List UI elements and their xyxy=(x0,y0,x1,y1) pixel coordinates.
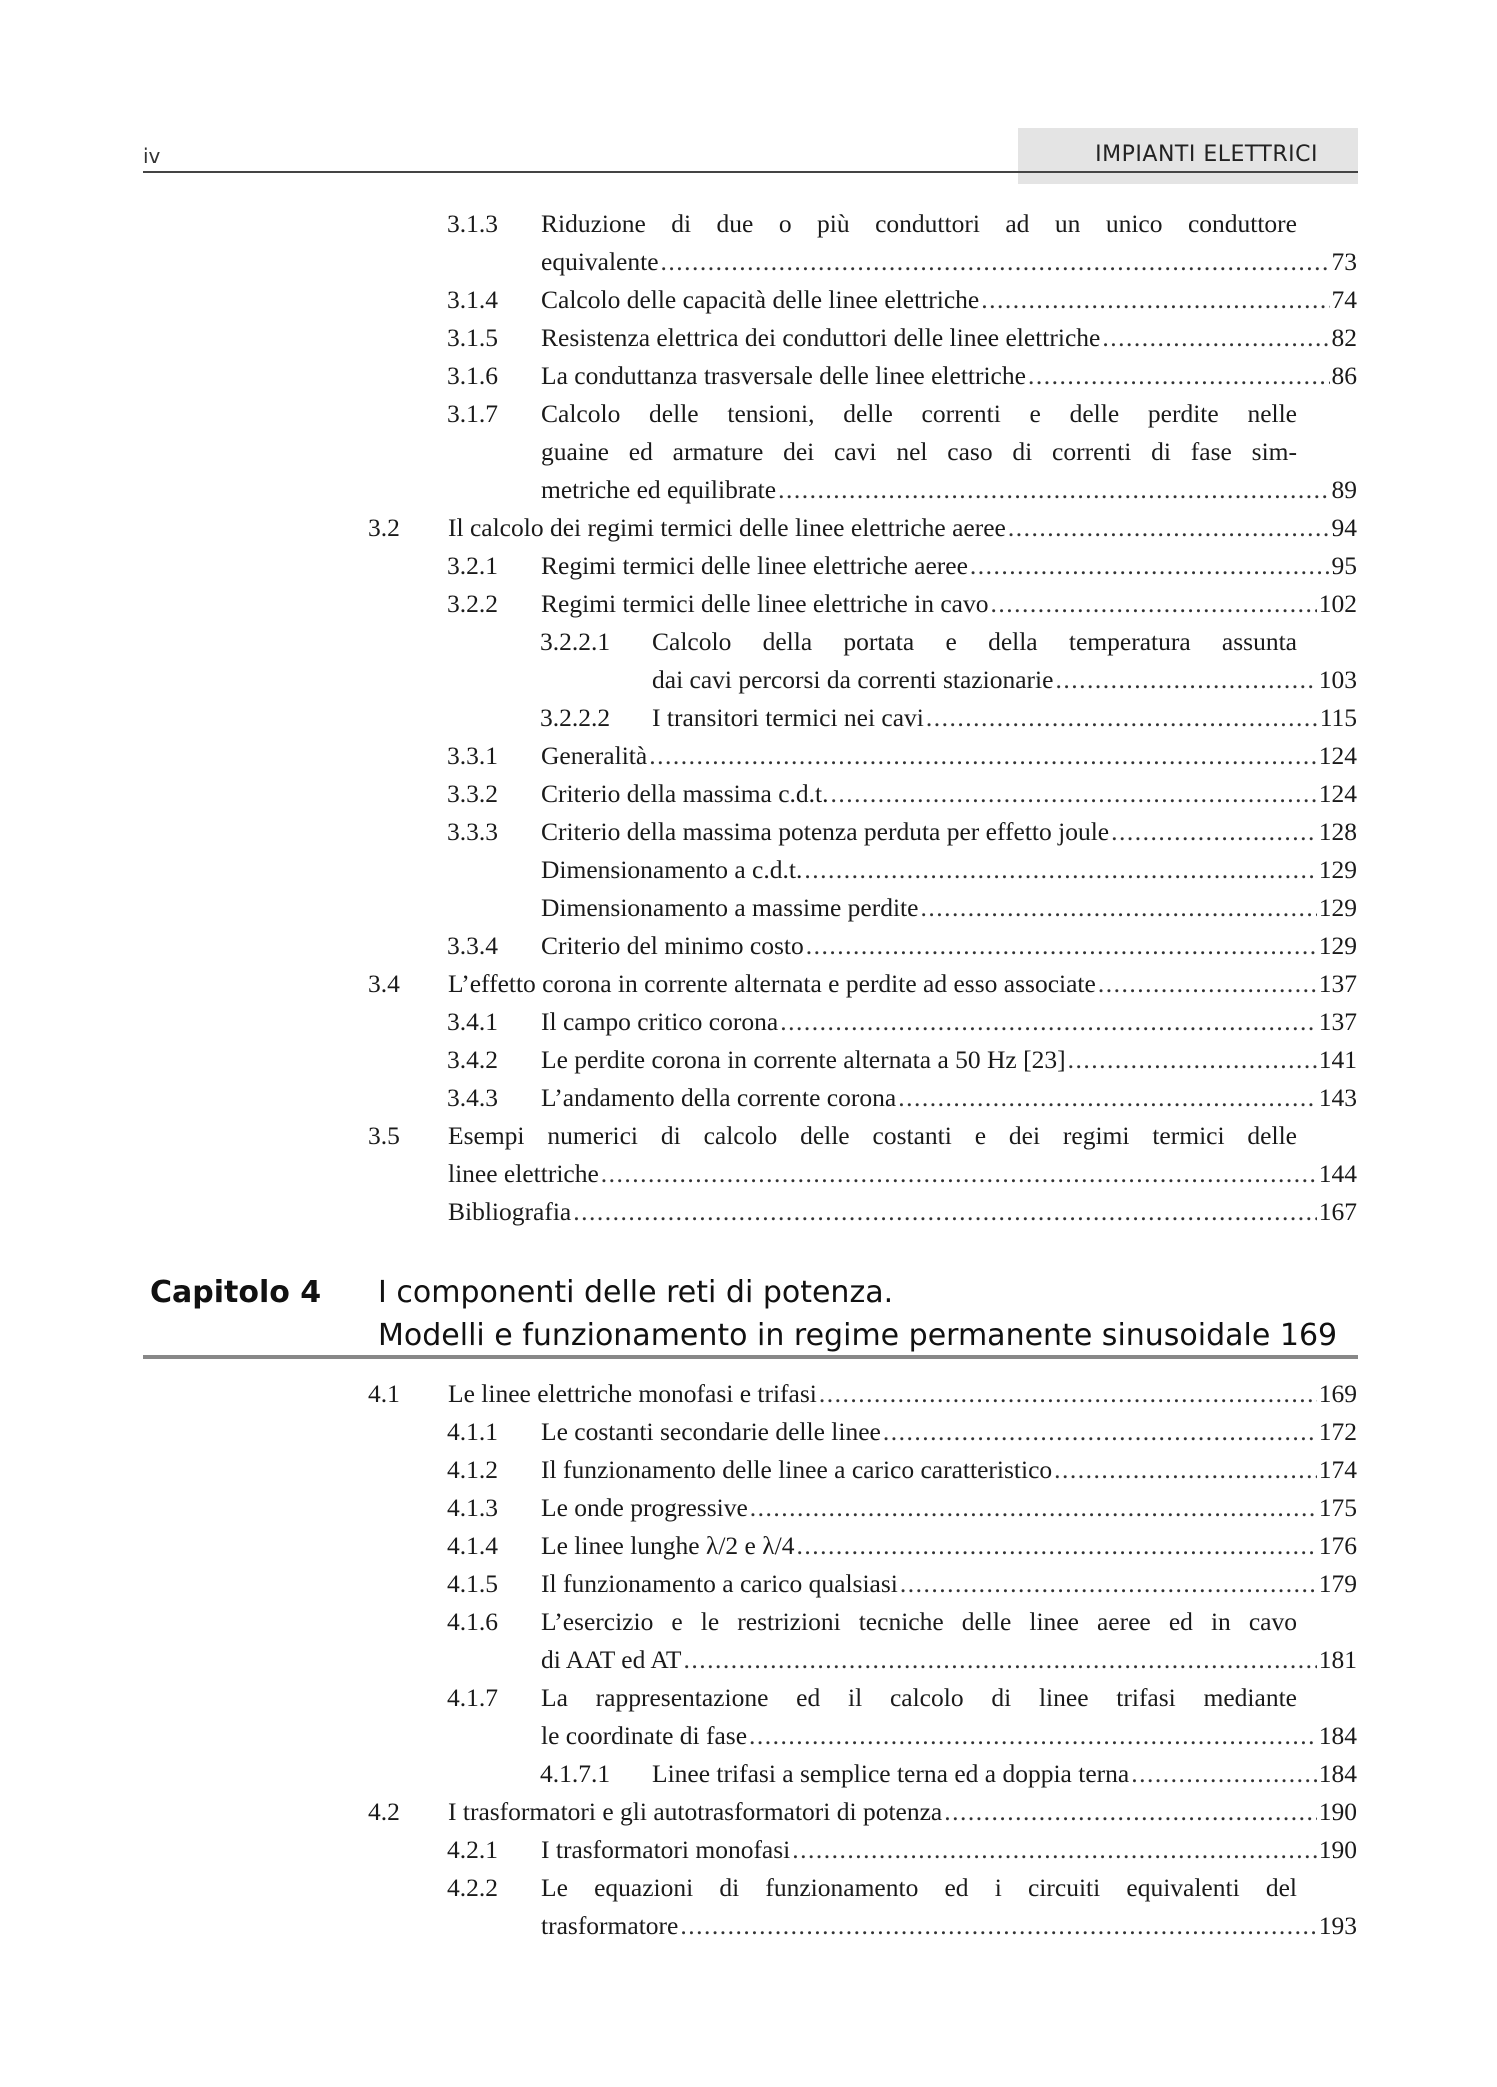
toc-entry-title: Le costanti secondarie delle linee xyxy=(541,1417,881,1446)
toc-entry-title: La conduttanza trasversale delle linee elettriche xyxy=(541,361,1026,390)
dot-leader xyxy=(1054,1451,1317,1489)
toc-page-number: 141 xyxy=(1318,1045,1357,1074)
dot-leader xyxy=(601,1155,1317,1193)
toc-entry-title: Calcolo della portata e della temperatura assunta xyxy=(652,627,1297,656)
toc-page-number: 124 xyxy=(1318,741,1357,770)
dot-leader xyxy=(796,1527,1316,1565)
toc-entry-title: Regimi termici delle linee elettriche in cavo xyxy=(541,589,989,618)
dot-leader xyxy=(1111,813,1317,851)
toc-entry-number: 4.1.2 xyxy=(447,1455,498,1484)
toc-entry-number: 3.2 xyxy=(368,513,400,542)
toc-page-number: 190 xyxy=(1318,1835,1357,1864)
dot-leader xyxy=(684,1641,1317,1679)
toc-entry[interactable] xyxy=(0,889,1497,927)
toc-entry[interactable] xyxy=(0,509,1497,547)
toc-entry-title: Dimensionamento a massime perdite xyxy=(541,893,919,922)
dot-leader xyxy=(1068,1041,1317,1079)
toc-entry-number: 3.5 xyxy=(368,1121,400,1150)
toc-page-number: 124 xyxy=(1318,779,1357,808)
toc-entry[interactable] xyxy=(0,1003,1497,1041)
toc-page-number: 95 xyxy=(1331,551,1357,580)
toc-page-number: 89 xyxy=(1331,475,1357,504)
header-rule xyxy=(143,171,1358,173)
toc-entry[interactable] xyxy=(0,699,1497,737)
toc-entry-number: 4.1.5 xyxy=(447,1569,498,1598)
toc-entry[interactable] xyxy=(0,1079,1497,1117)
toc-entry[interactable] xyxy=(0,813,1497,851)
toc-page-number: 74 xyxy=(1331,285,1357,314)
toc-entry-number: 3.4.3 xyxy=(447,1083,498,1112)
dot-leader xyxy=(1131,1755,1317,1793)
toc-entry-title: Calcolo delle tensioni, delle correnti e delle perdite nelle xyxy=(541,399,1297,428)
toc-entry[interactable] xyxy=(0,1041,1497,1079)
toc-page-number: 172 xyxy=(1318,1417,1357,1446)
toc-entry-number: 3.3.4 xyxy=(447,931,498,960)
toc-entry-title: linee elettriche xyxy=(448,1159,599,1188)
toc-entry[interactable] xyxy=(0,319,1497,357)
toc-page-number: 82 xyxy=(1331,323,1357,352)
toc-entry[interactable] xyxy=(0,1793,1497,1831)
toc-entry-number: 4.1.1 xyxy=(447,1417,498,1446)
dot-leader xyxy=(926,699,1318,737)
toc-entry-number: 4.2.2 xyxy=(447,1873,498,1902)
toc-entry-title: di AAT ed AT xyxy=(541,1645,682,1674)
dot-leader xyxy=(831,775,1317,813)
toc-page-number: 103 xyxy=(1318,665,1357,694)
toc-entry-title: Riduzione di due o più conduttori ad un unico conduttore xyxy=(541,209,1297,238)
toc-entry[interactable] xyxy=(0,1117,1497,1193)
toc-entry[interactable] xyxy=(0,851,1497,889)
toc-entry-number: 4.1.3 xyxy=(447,1493,498,1522)
running-header xyxy=(143,128,1358,184)
toc-entry[interactable] xyxy=(0,1869,1497,1945)
toc-page-number: 181 xyxy=(1318,1645,1357,1674)
toc-entry-number: 3.3.3 xyxy=(447,817,498,846)
toc-entry-number: 3.2.2.1 xyxy=(540,627,611,656)
toc-entry-number: 3.1.7 xyxy=(447,399,498,428)
toc-entry-title: dai cavi percorsi da correnti stazionarie xyxy=(652,665,1054,694)
dot-leader xyxy=(1102,319,1329,357)
toc-page-number: 94 xyxy=(1331,513,1357,542)
dot-leader xyxy=(806,927,1317,965)
toc-entry[interactable] xyxy=(0,623,1497,699)
toc-entry-title: Criterio della massima potenza perduta per effetto joule xyxy=(541,817,1110,846)
toc-entry-title: Dimensionamento a c.d.t. xyxy=(541,855,803,884)
toc-entry-title: L’esercizio e le restrizioni tecniche delle linee aeree ed in cavo xyxy=(541,1607,1297,1636)
dot-leader xyxy=(898,1079,1317,1117)
toc-entry[interactable] xyxy=(0,1755,1497,1793)
dot-leader xyxy=(883,1413,1317,1451)
toc-entry-number: 4.1.7 xyxy=(447,1683,498,1712)
toc-entry-number: 4.1.7.1 xyxy=(540,1759,611,1788)
toc-entry-title: Criterio del minimo costo xyxy=(541,931,804,960)
toc-entry-title: La rappresentazione ed il calcolo di linee trifasi mediante xyxy=(541,1683,1297,1712)
toc-page-number: 129 xyxy=(1318,855,1357,884)
toc-page-number: 128 xyxy=(1318,817,1357,846)
toc-entry-title: Le linee lunghe λ/2 e λ/4 xyxy=(541,1531,795,1560)
toc-page-number: 167 xyxy=(1318,1197,1357,1226)
toc-entry[interactable] xyxy=(0,205,1497,281)
toc-entry-title: Linee trifasi a semplice terna ed a doppia terna xyxy=(652,1759,1130,1788)
toc-entry-title: L’effetto corona in corrente alternata e perdite ad esso associate xyxy=(448,969,1096,998)
toc-entry-title: Il calcolo dei regimi termici delle linee elettriche aeree xyxy=(448,513,1006,542)
toc-entry[interactable] xyxy=(0,1489,1497,1527)
toc-entry-number: 3.4.2 xyxy=(447,1045,498,1074)
dot-leader xyxy=(661,243,1330,281)
toc-page-number: 174 xyxy=(1318,1455,1357,1484)
toc-entry-number: 3.1.4 xyxy=(447,285,498,314)
toc-entry-number: 3.2.1 xyxy=(447,551,498,580)
toc-entry-title: Le linee elettriche monofasi e trifasi xyxy=(448,1379,817,1408)
toc-entry-title: I trasformatori e gli autotrasformatori di potenza xyxy=(448,1797,943,1826)
toc-entry[interactable] xyxy=(0,357,1497,395)
toc-entry-title: Le perdite corona in corrente alternata a 50 Hz [23] xyxy=(541,1045,1066,1074)
toc-entry[interactable] xyxy=(0,1413,1497,1451)
toc-entry[interactable] xyxy=(0,585,1497,623)
toc-page-number: 86 xyxy=(1331,361,1357,390)
toc-entry-title: Il funzionamento a carico qualsiasi xyxy=(541,1569,898,1598)
toc-entry[interactable] xyxy=(0,1831,1497,1869)
toc-page-number: 73 xyxy=(1331,247,1357,276)
dot-leader xyxy=(819,1375,1317,1413)
toc-entry-title: L’andamento della corrente corona xyxy=(541,1083,897,1112)
toc-entry[interactable] xyxy=(0,1565,1497,1603)
toc-entry-title: guaine ed armature dei cavi nel caso di correnti di fase sim- xyxy=(541,437,1297,466)
dot-leader xyxy=(981,281,1329,319)
toc-page-number: 137 xyxy=(1318,1007,1357,1036)
toc-entry-title: metriche ed equilibrate xyxy=(541,475,777,504)
toc-page-number: 184 xyxy=(1318,1721,1357,1750)
dot-leader xyxy=(792,1831,1316,1869)
toc-page-number: 190 xyxy=(1318,1797,1357,1826)
toc-page-number: 129 xyxy=(1318,931,1357,960)
toc-entry-title: le coordinate di fase xyxy=(541,1721,748,1750)
toc-entry[interactable] xyxy=(0,1527,1497,1565)
toc-entry-title: Generalità xyxy=(541,741,648,770)
toc-entry-number: 3.1.6 xyxy=(447,361,498,390)
toc-page-number: 102 xyxy=(1318,589,1357,618)
toc-entry[interactable] xyxy=(0,1451,1497,1489)
dot-leader xyxy=(944,1793,1317,1831)
toc-page-number: 144 xyxy=(1318,1159,1357,1188)
toc-entry-title: trasformatore xyxy=(541,1911,679,1940)
toc-entry-number: 3.4.1 xyxy=(447,1007,498,1036)
toc-entry[interactable] xyxy=(0,1375,1497,1413)
dot-leader xyxy=(1055,661,1316,699)
toc-entry-number: 3.2.2 xyxy=(447,589,498,618)
toc-entry-title: Le onde progressive xyxy=(541,1493,748,1522)
toc-page-number: 129 xyxy=(1318,893,1357,922)
toc-entry[interactable] xyxy=(0,965,1497,1003)
dot-leader xyxy=(920,889,1316,927)
running-title-box xyxy=(1018,128,1358,184)
dot-leader xyxy=(680,1907,1316,1945)
chapter-label: Capitolo 4 xyxy=(150,1275,322,1310)
dot-leader xyxy=(900,1565,1317,1603)
dot-leader xyxy=(749,1717,1317,1755)
toc-entry-number: 3.2.2.2 xyxy=(540,703,611,732)
toc-entry-number: 3.3.1 xyxy=(447,741,498,770)
toc-entry-number: 4.1 xyxy=(368,1379,400,1408)
chapter-title-line-1: I componenti delle reti di potenza. xyxy=(378,1275,894,1310)
dot-leader xyxy=(649,737,1317,775)
toc-entry-number: 4.2 xyxy=(368,1797,400,1826)
toc-entry[interactable] xyxy=(0,547,1497,585)
toc-entry[interactable] xyxy=(0,1603,1497,1679)
toc-page-number: 115 xyxy=(1319,703,1357,732)
toc-entry-title: Criterio della massima c.d.t. xyxy=(541,779,829,808)
toc-entry-number: 3.4 xyxy=(368,969,400,998)
toc-page-number: 143 xyxy=(1318,1083,1357,1112)
toc-page-number: 175 xyxy=(1318,1493,1357,1522)
toc-entry-number: 3.3.2 xyxy=(447,779,498,808)
toc-entry-title: Le equazioni di funzionamento ed i circuiti equivalenti del xyxy=(541,1873,1297,1902)
toc-page-number: 184 xyxy=(1318,1759,1357,1788)
toc-page-number: 176 xyxy=(1318,1531,1357,1560)
toc-entry-title: I trasformatori monofasi xyxy=(541,1835,791,1864)
running-title: IMPIANTI ELETTRICI xyxy=(1095,142,1318,167)
dot-leader xyxy=(778,471,1329,509)
toc-entry-number: 4.2.1 xyxy=(447,1835,498,1864)
chapter-title-line-2: Modelli e funzionamento in regime permanente sinusoidale 169 xyxy=(378,1318,1338,1353)
toc-entry-title: Regimi termici delle linee elettriche aeree xyxy=(541,551,968,580)
chapter-rule xyxy=(143,1355,1358,1359)
page-number: iv xyxy=(143,144,161,168)
toc-entry-number: 4.1.4 xyxy=(447,1531,498,1560)
toc-page-number: 169 xyxy=(1318,1379,1357,1408)
toc-entry-title: Bibliografia xyxy=(448,1197,572,1226)
dot-leader xyxy=(804,851,1316,889)
toc-entry-title: equivalente xyxy=(541,247,659,276)
toc-entry[interactable] xyxy=(0,1679,1497,1755)
toc-entry-title: Il funzionamento delle linee a carico caratteristico xyxy=(541,1455,1053,1484)
toc-entry-number: 3.1.3 xyxy=(447,209,498,238)
toc-entry[interactable] xyxy=(0,1193,1497,1231)
toc-entry[interactable] xyxy=(0,737,1497,775)
toc-entry-title: Esempi numerici di calcolo delle costanti e dei regimi termici delle xyxy=(448,1121,1297,1150)
dot-leader xyxy=(750,1489,1317,1527)
dot-leader xyxy=(1098,965,1317,1003)
toc-entry-title: Il campo critico corona xyxy=(541,1007,779,1036)
dot-leader xyxy=(1008,509,1330,547)
toc-entry-number: 4.1.6 xyxy=(447,1607,498,1636)
toc-page-number: 193 xyxy=(1318,1911,1357,1940)
toc-entry-title: Resistenza elettrica dei conduttori delle linee elettriche xyxy=(541,323,1101,352)
toc-entry[interactable] xyxy=(0,395,1497,509)
toc-entry[interactable] xyxy=(0,775,1497,813)
toc-page-number: 137 xyxy=(1318,969,1357,998)
dot-leader xyxy=(990,585,1316,623)
dot-leader xyxy=(970,547,1330,585)
toc-entry[interactable] xyxy=(0,927,1497,965)
dot-leader xyxy=(1028,357,1330,395)
dot-leader xyxy=(780,1003,1317,1041)
toc-entry-number: 3.1.5 xyxy=(447,323,498,352)
toc-page-number: 179 xyxy=(1318,1569,1357,1598)
dot-leader xyxy=(573,1193,1317,1231)
toc-entry[interactable] xyxy=(0,281,1497,319)
toc-entry-title: I transitori termici nei cavi xyxy=(652,703,924,732)
toc-entry-title: Calcolo delle capacità delle linee elettriche xyxy=(541,285,980,314)
